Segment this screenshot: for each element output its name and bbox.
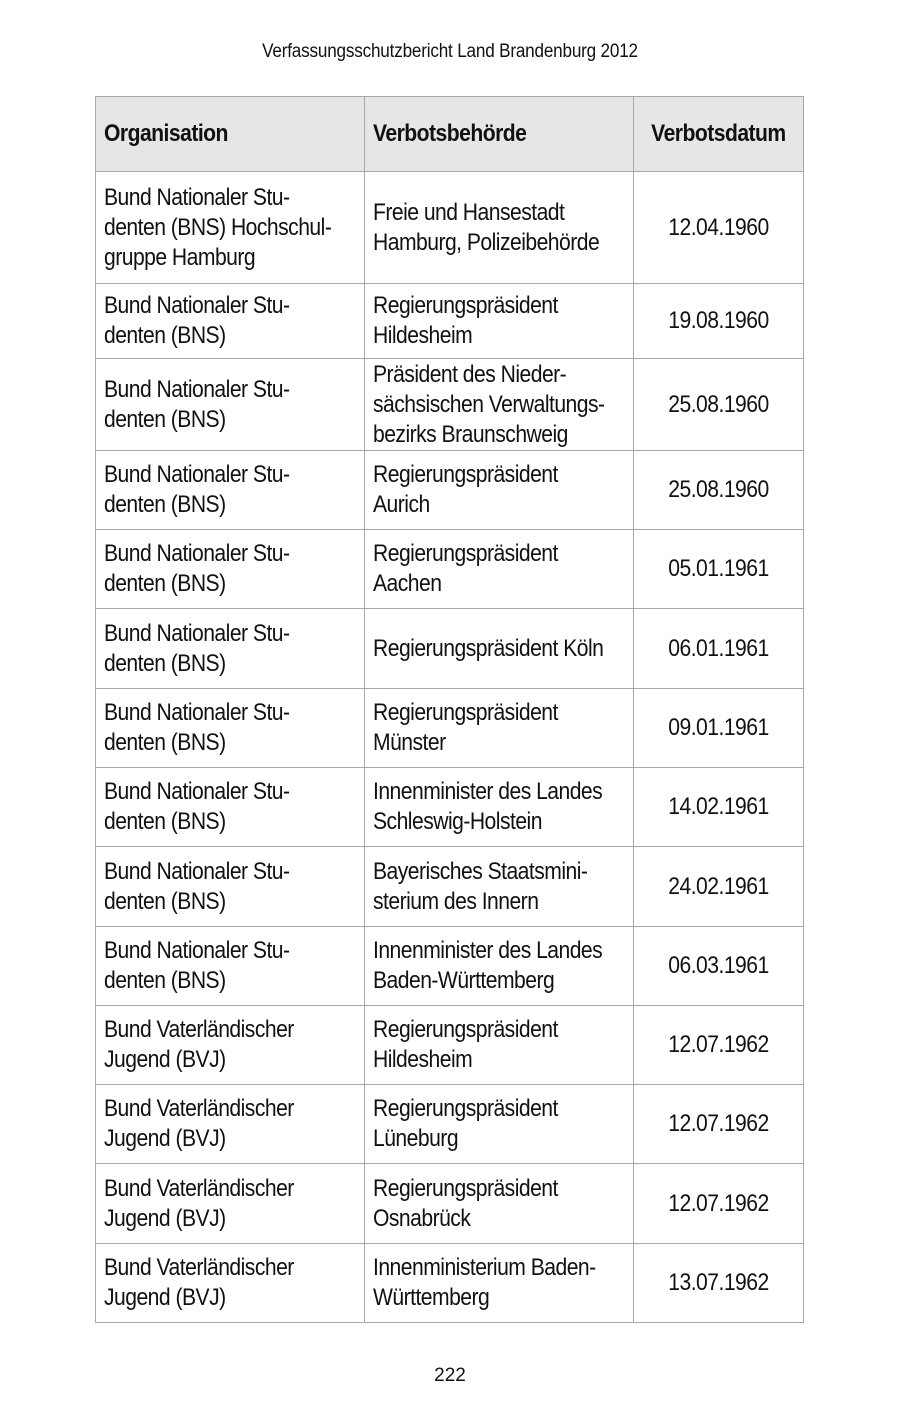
cell-organisation: Bund Nationaler Stu- denten (BNS) xyxy=(96,609,365,689)
cell-organisation: Bund Nationaler Stu- denten (BNS) xyxy=(96,927,365,1006)
cell-organisation: Bund Nationaler Stu- denten (BNS) xyxy=(96,768,365,847)
table-row xyxy=(96,284,804,359)
cell-authority: Regierungspräsident Aurich xyxy=(365,451,634,530)
table-row xyxy=(96,1164,804,1244)
ban-table-container xyxy=(95,96,803,1323)
cell-organisation: Bund Nationaler Stu- denten (BNS) xyxy=(96,359,365,451)
cell-date: 24.02.1961 xyxy=(634,847,804,927)
cell-authority: Freie und Hansestadt Hamburg, Polizeibehörde xyxy=(365,172,634,284)
cell-authority: Innenministerium Baden- Württemberg xyxy=(365,1244,634,1323)
ban-table xyxy=(95,96,804,1323)
table-row xyxy=(96,609,804,689)
cell-organisation: Bund Nationaler Stu- denten (BNS) Hochschul- gruppe Hamburg xyxy=(96,172,365,284)
table-row xyxy=(96,172,804,284)
table-row xyxy=(96,847,804,927)
cell-authority: Regierungspräsident Köln xyxy=(365,609,634,689)
cell-organisation: Bund Nationaler Stu- denten (BNS) xyxy=(96,451,365,530)
cell-authority: Regierungspräsident Hildesheim xyxy=(365,284,634,359)
table-row xyxy=(96,359,804,451)
cell-authority: Präsident des Nieder- sächsischen Verwaltungs- bezirks Braunschweig xyxy=(365,359,634,451)
table-row xyxy=(96,1244,804,1323)
cell-organisation: Bund Nationaler Stu- denten (BNS) xyxy=(96,689,365,768)
cell-authority: Bayerisches Staatsmini- sterium des Innern xyxy=(365,847,634,927)
cell-organisation: Bund Nationaler Stu- denten (BNS) xyxy=(96,284,365,359)
cell-date: 06.03.1961 xyxy=(634,927,804,1006)
page-number: 222 xyxy=(434,1365,466,1386)
table-row xyxy=(96,451,804,530)
cell-organisation: Bund Vaterländischer Jugend (BVJ) xyxy=(96,1085,365,1164)
cell-organisation: Bund Vaterländischer Jugend (BVJ) xyxy=(96,1164,365,1244)
cell-organisation: Bund Vaterländischer Jugend (BVJ) xyxy=(96,1244,365,1323)
cell-authority: Regierungspräsident Lüneburg xyxy=(365,1085,634,1164)
table-row xyxy=(96,1085,804,1164)
cell-organisation: Bund Vaterländischer Jugend (BVJ) xyxy=(96,1006,365,1085)
table-header-row xyxy=(96,97,804,172)
table-row xyxy=(96,530,804,609)
table-row xyxy=(96,1006,804,1085)
cell-date: 12.07.1962 xyxy=(634,1164,804,1244)
table-row xyxy=(96,689,804,768)
table-body xyxy=(96,172,804,1323)
page-header: Verfassungsschutzbericht Land Brandenburg 2012 xyxy=(262,41,638,62)
cell-date: 14.02.1961 xyxy=(634,768,804,847)
table-row xyxy=(96,768,804,847)
cell-date: 06.01.1961 xyxy=(634,609,804,689)
column-header-authority: Verbotsbehörde xyxy=(365,97,634,172)
cell-date: 19.08.1960 xyxy=(634,284,804,359)
cell-authority: Regierungspräsident Aachen xyxy=(365,530,634,609)
cell-authority: Regierungspräsident Münster xyxy=(365,689,634,768)
table-row xyxy=(96,927,804,1006)
cell-authority: Regierungspräsident Hildesheim xyxy=(365,1006,634,1085)
cell-date: 12.07.1962 xyxy=(634,1006,804,1085)
cell-date: 05.01.1961 xyxy=(634,530,804,609)
cell-authority: Innenminister des Landes Baden-Württemberg xyxy=(365,927,634,1006)
cell-authority: Regierungspräsident Osnabrück xyxy=(365,1164,634,1244)
cell-date: 25.08.1960 xyxy=(634,451,804,530)
cell-organisation: Bund Nationaler Stu- denten (BNS) xyxy=(96,530,365,609)
column-header-organisation: Organisation xyxy=(96,97,365,172)
cell-organisation: Bund Nationaler Stu- denten (BNS) xyxy=(96,847,365,927)
cell-date: 12.04.1960 xyxy=(634,172,804,284)
cell-date: 25.08.1960 xyxy=(634,359,804,451)
cell-authority: Innenminister des Landes Schleswig-Holstein xyxy=(365,768,634,847)
column-header-date: Verbotsdatum xyxy=(634,97,804,172)
cell-date: 12.07.1962 xyxy=(634,1085,804,1164)
cell-date: 13.07.1962 xyxy=(634,1244,804,1323)
cell-date: 09.01.1961 xyxy=(634,689,804,768)
